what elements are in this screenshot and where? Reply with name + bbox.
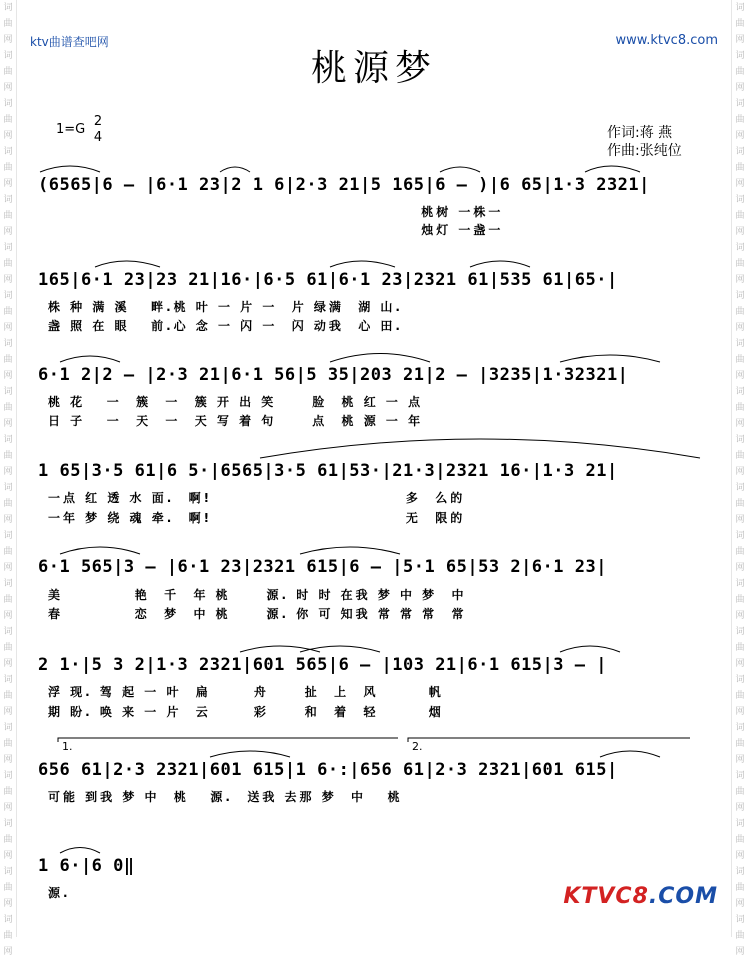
score-line-1-lyrics-verse1: 桃树 一株一 [48, 205, 504, 219]
score-line-6-notes: 2 1·|5 3 2|1·3 2321|601 565|6 – |103 21|6·1 615|3 – | [38, 655, 607, 675]
score-line-4-lyrics-verse1: 一点 红 透 水 面. 啊! 多 么的 [48, 491, 466, 505]
score-line-5-notes: 6·1 565|3 – |6·1 23|2321 615|6 – |5·1 65|53 2|6·1 23| [38, 557, 607, 577]
meter-bottom: 4 [93, 130, 103, 145]
score-line-4-notes: 1 65|3·5 61|6 5·|6565|3·5 61|53·|21·3|2321 16·|1·3 21| [38, 461, 618, 481]
ktvc8-logo [563, 884, 718, 909]
score-line-1-lyrics-verse2: 烛灯 一盏一 [48, 223, 504, 237]
song-title: 桃源梦 [310, 48, 437, 89]
score-line-6-lyrics-verse2: 期 盼. 唤 来 一 片 云 彩 和 着 轻 烟 [48, 705, 444, 719]
score-line-3-lyrics-verse1: 桃 花 一 簇 一 簇 开 出 笑 脸 桃 红 一 点 [48, 395, 424, 409]
score-line-2-lyrics-verse2: 盏 照 在 眼 前.心 念 一 闪 一 闪 动我 心 田. [48, 319, 403, 333]
lyricist-credit: 作词:蒋 燕 [607, 125, 673, 141]
score-line-5-lyrics-verse2: 春 恋 梦 中 桃 源. 你 可 知我 常 常 常 常 [48, 607, 467, 621]
score-line-8-lyrics-verse1: 源. [48, 886, 71, 900]
composer-credit: 作曲:张纯位 [607, 143, 682, 159]
score-line-3-lyrics-verse2: 日 子 一 天 一 天 写 着 句 点 桃 源 一 年 [48, 414, 424, 428]
left-watermark-strip: 词 曲 网 词 曲 网 词 曲 网 词 曲 网 词 曲 网 词 曲 网 词 曲 网 词 曲 网 词 曲 网 词 曲 网 词 曲 网 词 曲 网 词 曲 网 词 曲 网 词 曲 网 词 曲 网 词 曲 网 词 曲 网 词 曲 网 词 曲 网 [0, 0, 17, 937]
score-line-5-lyrics-verse1: 美 艳 千 年 桃 源. 时 时 在我 梦 中 梦 中 [48, 588, 467, 602]
volta-second-ending: 2. [412, 740, 423, 753]
score-line-6-lyrics-verse1: 浮 现. 驾 起 一 叶 扁 舟 扯 上 风 帆 [48, 685, 444, 699]
volta-first-ending: 1. [62, 740, 73, 753]
logo-suffix-text: .COM [648, 884, 718, 909]
logo-main-text: KTVC8 [563, 884, 649, 909]
meter-top: 2 [93, 114, 103, 129]
score-line-7-lyrics-verse1: 可能 到我 梦 中 桃 源. 送我 去那 梦 中 桃 [48, 790, 403, 804]
score-line-2-notes: 165|6·1 23|23 21|16·|6·5 61|6·1 23|2321 61|535 61|65·| [38, 270, 618, 290]
score-line-4-lyrics-verse2: 一年 梦 绕 魂 牵. 啊! 无 限的 [48, 511, 466, 525]
site-url-right: www.ktvc8.com [615, 33, 718, 48]
score-line-7-notes: 656 61|2·3 2321|601 615|1 6·:|656 61|2·3 2321|601 615| [38, 760, 618, 780]
score-line-3-notes: 6·1 2|2 – |2·3 21|6·1 56|5 35|203 21|2 – |3235|1·32321| [38, 365, 629, 385]
key-signature: 1=G [56, 122, 86, 137]
score-line-8-notes: 1 6·|6 0‖ [38, 856, 135, 876]
score-line-1-notes: (6565|6 – |6·1 23|2 1 6|2·3 21|5 165|6 – )|6 65|1·3 2321| [38, 175, 650, 195]
score-line-2-lyrics-verse1: 株 种 满 溪 畔.桃 叶 一 片 一 片 绿满 湖 山. [48, 300, 403, 314]
site-name-left: ktv曲谱查吧网 [30, 35, 109, 49]
right-watermark-strip: 词 曲 网 词 曲 网 词 曲 网 词 曲 网 词 曲 网 词 曲 网 词 曲 网 词 曲 网 词 曲 网 词 曲 网 词 曲 网 词 曲 网 词 曲 网 词 曲 网 词 曲 网 词 曲 网 词 曲 网 词 曲 网 词 曲 网 词 曲 网 [731, 0, 748, 937]
